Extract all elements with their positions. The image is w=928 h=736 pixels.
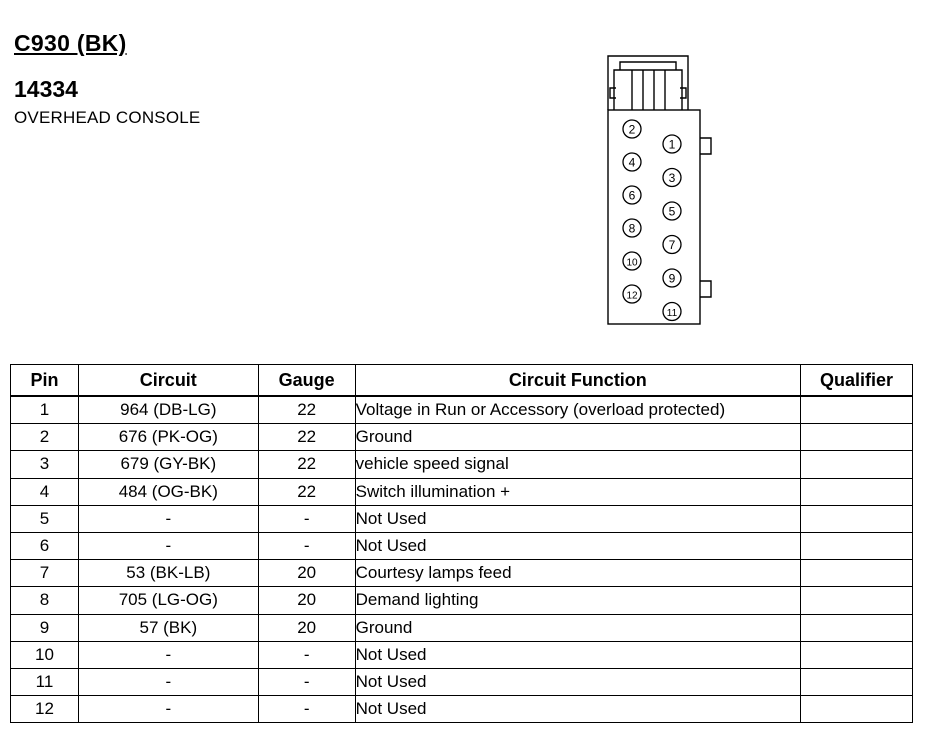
pin-12-label: 12 [626, 290, 638, 302]
qualifier-cell [801, 424, 913, 451]
side-key-lower [700, 281, 711, 297]
side-key-upper [700, 138, 711, 154]
gauge-cell: 22 [258, 451, 355, 478]
function-cell: Ground [355, 614, 800, 641]
table-row [11, 451, 913, 478]
qualifier-cell [801, 614, 913, 641]
table-row [11, 614, 913, 641]
circuit-cell: 705 (LG-OG) [78, 587, 258, 614]
table-row [11, 668, 913, 695]
pin-1-label: 1 [668, 137, 676, 152]
header-pin: Pin [11, 365, 79, 397]
function-cell: Not Used [355, 641, 800, 668]
function-cell: Not Used [355, 696, 800, 723]
qualifier-cell [801, 696, 913, 723]
table-row [11, 560, 913, 587]
pin-4-label: 4 [628, 155, 636, 170]
gauge-cell: 20 [258, 587, 355, 614]
header-qualifier: Qualifier [801, 365, 913, 397]
function-cell: vehicle speed signal [355, 451, 800, 478]
locking-tab-inner [614, 70, 682, 110]
pin-cell: 11 [11, 668, 79, 695]
gauge-cell: 22 [258, 478, 355, 505]
table-row [11, 641, 913, 668]
qualifier-cell [801, 587, 913, 614]
pin-cell: 7 [11, 560, 79, 587]
pin-cell: 4 [11, 478, 79, 505]
pin-cell: 12 [11, 696, 79, 723]
pin-5-label: 5 [668, 204, 676, 219]
circuit-cell: 57 (BK) [78, 614, 258, 641]
qualifier-cell [801, 560, 913, 587]
gauge-cell: 22 [258, 424, 355, 451]
table-row [11, 505, 913, 532]
function-cell: Demand lighting [355, 587, 800, 614]
pin-7-label: 7 [668, 238, 676, 252]
function-cell: Voltage in Run or Accessory (overload protected) [355, 396, 800, 424]
header-circuit-function: Circuit Function [355, 365, 800, 397]
pinout-table [10, 364, 913, 723]
gauge-cell: - [258, 668, 355, 695]
gauge-cell: - [258, 641, 355, 668]
table-row [11, 424, 913, 451]
table-row [11, 532, 913, 559]
circuit-cell: - [78, 641, 258, 668]
circuit-cell: - [78, 532, 258, 559]
gauge-cell: 20 [258, 560, 355, 587]
pin-cell: 2 [11, 424, 79, 451]
circuit-cell: 484 (OG-BK) [78, 478, 258, 505]
pin-cell: 9 [11, 614, 79, 641]
pin-cell: 5 [11, 505, 79, 532]
connector-id-title: C930 (BK) [14, 30, 127, 56]
pin-6-label: 6 [628, 188, 636, 203]
gauge-cell: 20 [258, 614, 355, 641]
circuit-cell: - [78, 505, 258, 532]
qualifier-cell [801, 451, 913, 478]
function-cell: Switch illumination + [355, 478, 800, 505]
pin-10-label: 10 [626, 257, 638, 269]
pin-column-left [623, 120, 641, 303]
qualifier-cell [801, 396, 913, 424]
gauge-cell: - [258, 532, 355, 559]
pin-column-right [663, 135, 681, 321]
pin-8-label: 8 [628, 221, 636, 236]
pin-cell: 6 [11, 532, 79, 559]
pin-cell: 10 [11, 641, 79, 668]
gauge-cell: - [258, 505, 355, 532]
qualifier-cell [801, 532, 913, 559]
connector-description: OVERHEAD CONSOLE [14, 108, 201, 127]
pin-9-label: 9 [668, 271, 676, 286]
circuit-cell: 964 (DB-LG) [78, 396, 258, 424]
pin-11-label: 11 [666, 308, 678, 319]
connector-face-diagram [592, 48, 722, 332]
qualifier-cell [801, 505, 913, 532]
circuit-cell: 679 (GY-BK) [78, 451, 258, 478]
qualifier-cell [801, 641, 913, 668]
function-cell: Not Used [355, 505, 800, 532]
function-cell: Ground [355, 424, 800, 451]
part-number: 14334 [14, 76, 78, 102]
pin-cell: 1 [11, 396, 79, 424]
pin-3-label: 3 [668, 171, 676, 185]
table-row [11, 396, 913, 424]
circuit-cell: 53 (BK-LB) [78, 560, 258, 587]
pin-2-label: 2 [628, 122, 636, 137]
table-row [11, 696, 913, 723]
function-cell: Not Used [355, 668, 800, 695]
header-circuit: Circuit [78, 365, 258, 397]
circuit-cell: - [78, 696, 258, 723]
table-row [11, 478, 913, 505]
connector-body [608, 110, 700, 324]
header-gauge: Gauge [258, 365, 355, 397]
pin-cell: 3 [11, 451, 79, 478]
circuit-cell: - [78, 668, 258, 695]
function-cell: Courtesy lamps feed [355, 560, 800, 587]
gauge-cell: - [258, 696, 355, 723]
function-cell: Not Used [355, 532, 800, 559]
qualifier-cell [801, 478, 913, 505]
circuit-cell: 676 (PK-OG) [78, 424, 258, 451]
qualifier-cell [801, 668, 913, 695]
pin-cell: 8 [11, 587, 79, 614]
table-row [11, 587, 913, 614]
table-header-row [11, 365, 913, 397]
gauge-cell: 22 [258, 396, 355, 424]
